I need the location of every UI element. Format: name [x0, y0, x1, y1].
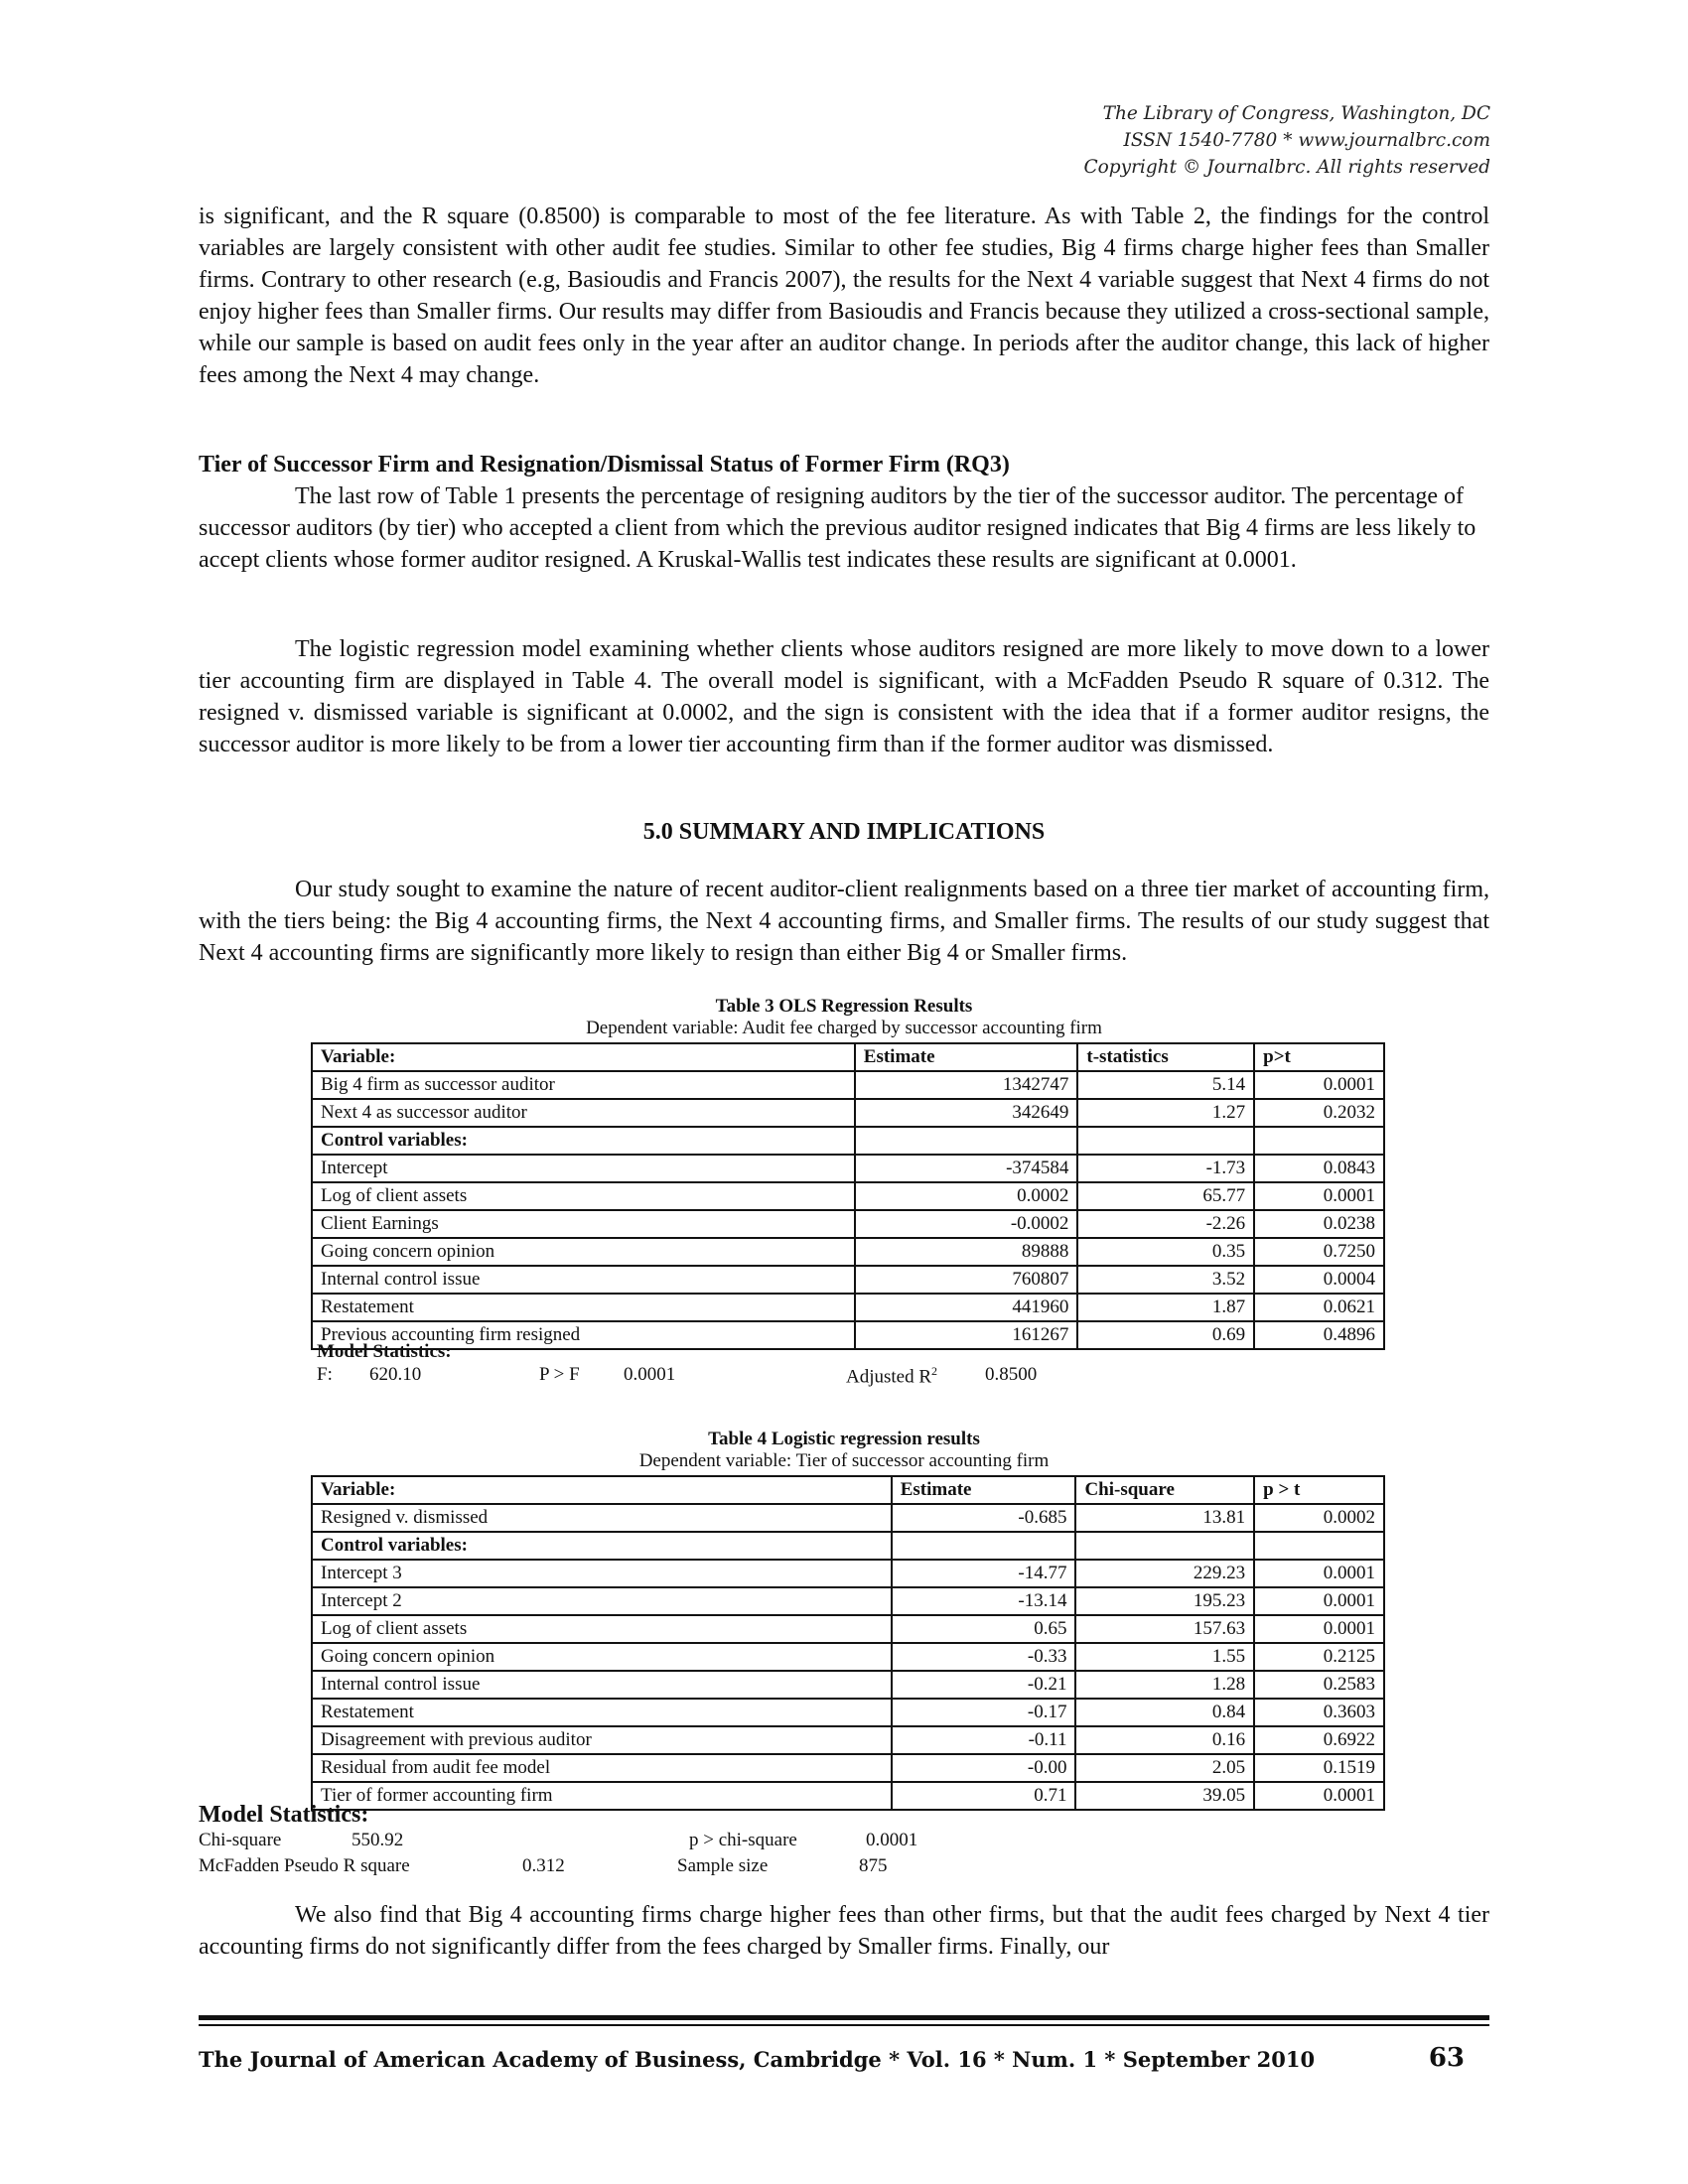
- table3-cell: 0.2032: [1254, 1099, 1384, 1127]
- table4-cell: 0.0002: [1254, 1504, 1384, 1532]
- adjr-label: Adjusted R: [846, 1366, 932, 1388]
- table4-row: [312, 1615, 1384, 1643]
- table4-cell: -0.00: [892, 1754, 1076, 1782]
- table4-header-cell: Chi-square: [1075, 1476, 1254, 1504]
- page-number: 63: [1428, 2043, 1465, 2073]
- table3-caption: [199, 996, 1489, 1039]
- table4-cell: -0.11: [892, 1726, 1076, 1754]
- journal-footer: [199, 2043, 1465, 2073]
- pchi-value: 0.0001: [866, 1830, 918, 1850]
- table4-cell: 0.0001: [1254, 1615, 1384, 1643]
- table4-cell: Resigned v. dismissed: [312, 1504, 892, 1532]
- table4-header-row: [312, 1476, 1384, 1504]
- adjr-value: 0.8500: [985, 1364, 1038, 1385]
- f-value: 620.10: [369, 1364, 422, 1385]
- table4-cell: Control variables:: [312, 1532, 892, 1560]
- table3-cell: 1342747: [855, 1071, 1078, 1099]
- table4-cell: 195.23: [1075, 1587, 1254, 1615]
- table4-model-stats: [199, 1800, 1092, 1881]
- table4-cell: 0.2125: [1254, 1643, 1384, 1671]
- table3-cell: 0.0001: [1254, 1071, 1384, 1099]
- table4-row: [312, 1504, 1384, 1532]
- pf-value: 0.0001: [624, 1364, 676, 1385]
- table4-cell: -13.14: [892, 1587, 1076, 1615]
- table4-cell: -0.21: [892, 1671, 1076, 1699]
- table4-cell: 0.84: [1075, 1699, 1254, 1726]
- table3-cell: 0.7250: [1254, 1238, 1384, 1266]
- table3-model-stats-label: Model Statistics:: [317, 1341, 452, 1362]
- table4-cell: 0.71: [892, 1782, 1076, 1810]
- table3-cell: 0.0001: [1254, 1182, 1384, 1210]
- table4-cell: Intercept 2: [312, 1587, 892, 1615]
- table4-cell: 1.55: [1075, 1643, 1254, 1671]
- pf-label: P > F: [539, 1364, 580, 1385]
- table3-row: [312, 1182, 1384, 1210]
- table3-row: [312, 1210, 1384, 1238]
- table4-cell: 0.16: [1075, 1726, 1254, 1754]
- table4-row: [312, 1560, 1384, 1587]
- table3-cell: Client Earnings: [312, 1210, 855, 1238]
- header-line-2: ISSN 1540-7780 * www.journalbrc.com: [1123, 130, 1490, 151]
- table4-cell: -0.685: [892, 1504, 1076, 1532]
- table4-cell: Log of client assets: [312, 1615, 892, 1643]
- table3-cell: -2.26: [1077, 1210, 1254, 1238]
- paragraph-4-wrap: [199, 874, 1489, 969]
- table4-model-stats-label: Model Statistics:: [199, 1802, 369, 1828]
- table3-cell: Going concern opinion: [312, 1238, 855, 1266]
- paragraph-2: The last row of Table 1 presents the percentage of resigning auditors by the tier of the successor auditor. The percentage of successor auditors (by tier) who accepted a client from which the previous auditor resigned indicates that Big 4 firms are less likely to accept clients whose former auditor resigned. A Kruskal-Wallis test indicates these results are significant at 0.0001.: [199, 483, 1477, 573]
- table3-cell: 5.14: [1077, 1071, 1254, 1099]
- table3-cell: 1.87: [1077, 1294, 1254, 1321]
- table4-cell: 0.3603: [1254, 1699, 1384, 1726]
- table3-header-row: [312, 1043, 1384, 1071]
- table3-cell: 760807: [855, 1266, 1078, 1294]
- table3-cell: Big 4 firm as successor auditor: [312, 1071, 855, 1099]
- table3-cell: 441960: [855, 1294, 1078, 1321]
- table3-cell: Control variables:: [312, 1127, 855, 1155]
- table4-cell: 0.2583: [1254, 1671, 1384, 1699]
- paragraph-3: The logistic regression model examining whether clients whose auditors resigned are more likely to move down to a lower tier accounting firm are displayed in Table 4. The overall model is significant, with a McFadden Pseudo R square of 0.312. The resigned v. dismissed variable is significant at 0.0002, and the sign is consistent with the idea that if a former auditor resigns, the successor auditor is more likely to be from a lower tier accounting firm than if the former auditor was dismissed.: [199, 636, 1489, 757]
- table4: [311, 1475, 1385, 1811]
- footer-rule-thin: [199, 2024, 1489, 2026]
- table4-cell: Going concern opinion: [312, 1643, 892, 1671]
- table4-cell: 39.05: [1075, 1782, 1254, 1810]
- table4-row: [312, 1532, 1384, 1560]
- table4-header-cell: Variable:: [312, 1476, 892, 1504]
- table3-cell: 342649: [855, 1099, 1078, 1127]
- table4-row: [312, 1587, 1384, 1615]
- pseudo-label: McFadden Pseudo R square: [199, 1855, 410, 1876]
- table4-subtitle: Dependent variable: Tier of successor accounting firm: [638, 1450, 1050, 1471]
- table3-row: [312, 1266, 1384, 1294]
- sample-value: 875: [859, 1855, 888, 1876]
- table4-header-cell: p > t: [1254, 1476, 1384, 1504]
- f-label: F:: [317, 1364, 333, 1385]
- table4-header-cell: Estimate: [892, 1476, 1076, 1504]
- table4-row: [312, 1754, 1384, 1782]
- chi-label: Chi-square: [199, 1830, 282, 1850]
- header-line-3: Copyright © Journalbrc. All rights reserved: [1083, 157, 1490, 178]
- table4-cell: 0.0001: [1254, 1587, 1384, 1615]
- table3-cell: Log of client assets: [312, 1182, 855, 1210]
- summary-section: [199, 816, 1489, 848]
- table3-cell: 0.0621: [1254, 1294, 1384, 1321]
- table4-cell: 0.0001: [1254, 1560, 1384, 1587]
- table3-cell: 89888: [855, 1238, 1078, 1266]
- table3-cell: 0.35: [1077, 1238, 1254, 1266]
- adjr-sup: 2: [931, 1364, 938, 1378]
- table4-cell: Internal control issue: [312, 1671, 892, 1699]
- table3-cell: Next 4 as successor auditor: [312, 1099, 855, 1127]
- table3-row: [312, 1099, 1384, 1127]
- table3-cell: Previous accounting firm resigned: [312, 1321, 855, 1349]
- body-top: [199, 201, 1489, 391]
- table3-cell: 0.0238: [1254, 1210, 1384, 1238]
- paragraph-5-wrap: [199, 1899, 1489, 1963]
- table4-cell: 13.81: [1075, 1504, 1254, 1532]
- table4-caption: [199, 1429, 1489, 1472]
- table4-cell: Tier of former accounting firm: [312, 1782, 892, 1810]
- table3-cell: [1077, 1127, 1254, 1155]
- table3-row: [312, 1155, 1384, 1182]
- table3-header-cell: Estimate: [855, 1043, 1078, 1071]
- table4-row: [312, 1699, 1384, 1726]
- table3-header-cell: p>t: [1254, 1043, 1384, 1071]
- table4-cell: -0.33: [892, 1643, 1076, 1671]
- table3-model-stats: [317, 1340, 1210, 1390]
- rq3-section: [199, 449, 1489, 576]
- adjr-label-wrap: [846, 1364, 937, 1388]
- table3-header-cell: t-statistics: [1077, 1043, 1254, 1071]
- table4-cell: 157.63: [1075, 1615, 1254, 1643]
- chi-value: 550.92: [352, 1830, 404, 1850]
- table3-cell: Restatement: [312, 1294, 855, 1321]
- table4-cell: -14.77: [892, 1560, 1076, 1587]
- paragraph-1: is significant, and the R square (0.8500) is comparable to most of the fee literature. As with Table 2, the findings for the control variables are largely consistent with other audit fee studies. Similar to other fee studies, Big 4 firms charge higher fees than Smaller firms. Contrary to other research (e.g, Basioudis and Francis 2007), the results for the Next 4 variable suggest that Next 4 firms do not enjoy higher fees than Smaller firms. Our results may differ from Basioudis and Francis because they utilized a cross-sectional sample, while our sample is based on audit fees only in the year after an auditor change. In periods after the auditor change, this lack of higher fees among the Next 4 may change.: [199, 204, 1489, 388]
- table3-cell: Internal control issue: [312, 1266, 855, 1294]
- table3-header-cell: Variable:: [312, 1043, 855, 1071]
- table3-row: [312, 1294, 1384, 1321]
- table4-cell: Disagreement with previous auditor: [312, 1726, 892, 1754]
- table4-title: Table 4 Logistic regression results: [708, 1429, 980, 1449]
- paragraph-3-wrap: [199, 633, 1489, 760]
- sample-label: Sample size: [677, 1855, 769, 1876]
- table4-cell: Residual from audit fee model: [312, 1754, 892, 1782]
- table4-row: [312, 1726, 1384, 1754]
- table4-cell: [892, 1532, 1076, 1560]
- table3-subtitle: Dependent variable: Audit fee charged by successor accounting firm: [586, 1018, 1102, 1038]
- table3-cell: -374584: [855, 1155, 1078, 1182]
- table4-cell: [1254, 1532, 1384, 1560]
- table3-cell: -1.73: [1077, 1155, 1254, 1182]
- table3-cell: [1254, 1127, 1384, 1155]
- pseudo-value: 0.312: [522, 1855, 565, 1876]
- footer-rule-thick: [199, 2015, 1489, 2020]
- table4-row: [312, 1671, 1384, 1699]
- table4-cell: 1.28: [1075, 1671, 1254, 1699]
- table3-row: [312, 1127, 1384, 1155]
- table4-cell: 229.23: [1075, 1560, 1254, 1587]
- table4-cell: 0.0001: [1254, 1782, 1384, 1810]
- table4-cell: 0.6922: [1254, 1726, 1384, 1754]
- table3-cell: 65.77: [1077, 1182, 1254, 1210]
- pchi-label: p > chi-square: [689, 1830, 797, 1850]
- table3-row: [312, 1238, 1384, 1266]
- footer-text: The Journal of American Academy of Business, Cambridge * Vol. 16 * Num. 1 * September 2010: [199, 2047, 1316, 2072]
- paragraph-4: Our study sought to examine the nature of recent auditor-client realignments based on a three tier market of accounting firm, with the tiers being: the Big 4 accounting firms, the Next 4 accounting firms, and Smaller firms. The results of our study suggest that Next 4 accounting firms are significantly more likely to resign than either Big 4 or Smaller firms.: [199, 877, 1489, 966]
- table4-cell: 0.65: [892, 1615, 1076, 1643]
- journal-header: [1083, 100, 1490, 181]
- table3-cell: 0.0004: [1254, 1266, 1384, 1294]
- table3-cell: 1.27: [1077, 1099, 1254, 1127]
- paragraph-5: We also find that Big 4 accounting firms charge higher fees than other firms, but that the audit fees charged by Next 4 tier accounting firms do not significantly differ from the fees charged by Smaller firms. Finally, our: [199, 1902, 1489, 1960]
- table3-cell: -0.0002: [855, 1210, 1078, 1238]
- table3-cell: 0.4896: [1254, 1321, 1384, 1349]
- table4-cell: -0.17: [892, 1699, 1076, 1726]
- subheading-rq3: Tier of Successor Firm and Resignation/Dismissal Status of Former Firm (RQ3): [199, 452, 1010, 478]
- table3-cell: 3.52: [1077, 1266, 1254, 1294]
- table3-title: Table 3 OLS Regression Results: [715, 996, 973, 1017]
- table4-cell: 0.1519: [1254, 1754, 1384, 1782]
- table3-cell: 161267: [855, 1321, 1078, 1349]
- table4-cell: 2.05: [1075, 1754, 1254, 1782]
- table3-cell: 0.69: [1077, 1321, 1254, 1349]
- table3-cell: 0.0843: [1254, 1155, 1384, 1182]
- table3: [311, 1042, 1385, 1350]
- table3-row: [312, 1071, 1384, 1099]
- table4-cell: [1075, 1532, 1254, 1560]
- table3-cell: [855, 1127, 1078, 1155]
- table4-row: [312, 1643, 1384, 1671]
- table3-cell: Intercept: [312, 1155, 855, 1182]
- header-line-1: The Library of Congress, Washington, DC: [1102, 103, 1490, 124]
- section-heading: 5.0 SUMMARY AND IMPLICATIONS: [642, 819, 1046, 845]
- table4-cell: Intercept 3: [312, 1560, 892, 1587]
- table4-cell: Restatement: [312, 1699, 892, 1726]
- table3-cell: 0.0002: [855, 1182, 1078, 1210]
